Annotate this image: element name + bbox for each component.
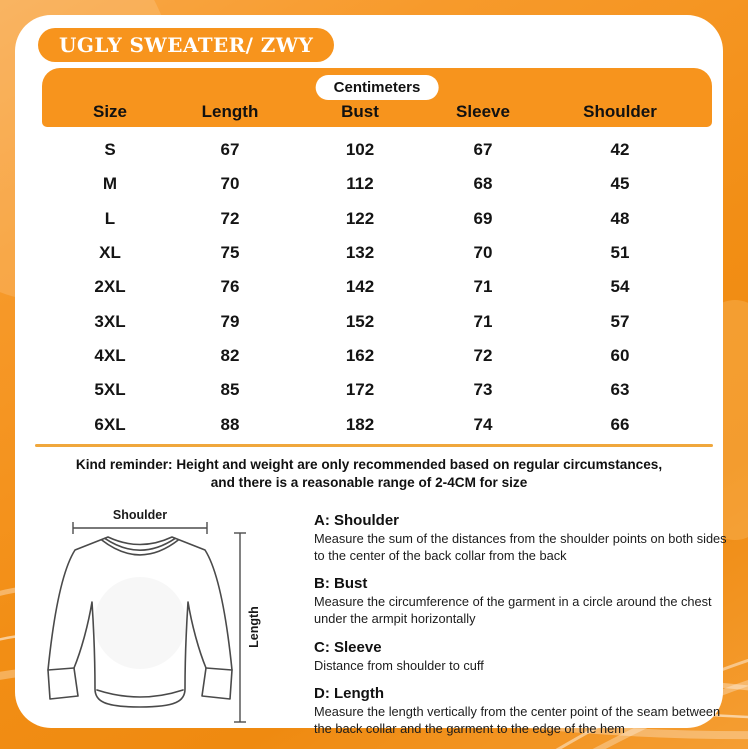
measurement-definitions	[314, 512, 729, 748]
size-table	[42, 68, 712, 442]
cell-bust: 152	[345, 311, 375, 331]
cell-length: 79	[220, 311, 240, 331]
length-dimension-line	[234, 533, 246, 722]
cell-length: 82	[220, 345, 240, 365]
cell-shoulder: 54	[610, 277, 630, 297]
cell-length: 72	[220, 208, 240, 228]
sweater-measurement-diagram	[30, 505, 310, 735]
cell-shoulder: 66	[610, 414, 630, 434]
cell-sleeve: 67	[473, 140, 493, 160]
table-row	[42, 270, 712, 304]
cell-bust: 102	[345, 140, 375, 160]
definition-term: B: Bust	[314, 575, 368, 593]
cell-size: 4XL	[94, 345, 126, 365]
table-row	[42, 373, 712, 407]
sweater-illustration	[30, 505, 310, 735]
column-header-bust: Bust	[341, 102, 379, 121]
cell-sleeve: 74	[473, 414, 493, 434]
cell-bust: 132	[345, 243, 375, 263]
cell-length: 75	[220, 243, 240, 263]
note-line-1: Kind reminder: Height and weight are only recommended based on regular circumstances,	[75, 457, 663, 472]
definition-term: D: Length	[314, 685, 384, 703]
cell-bust: 112	[346, 174, 374, 194]
cell-sleeve: 72	[473, 345, 493, 365]
cell-size: 3XL	[94, 311, 126, 331]
definition-term: C: Sleeve	[314, 638, 382, 656]
column-header-size: Size	[92, 102, 128, 121]
product-title: UGLY SWEATER/ ZWY	[59, 33, 314, 57]
unit-label: Centimeters	[333, 79, 421, 96]
definition-description: Measure the length vertically from the center point of the seam between the back collar and the garment to the edge of the hem	[314, 704, 721, 736]
table-row	[42, 202, 712, 236]
cell-size: 6XL	[94, 414, 126, 434]
cell-length: 88	[220, 414, 240, 434]
definition-description: Distance from shoulder to cuff	[314, 657, 484, 673]
table-row	[42, 236, 712, 270]
cell-size: M	[102, 174, 118, 194]
divider-line	[35, 444, 713, 447]
table-body	[42, 133, 712, 442]
cell-size: 2XL	[94, 277, 126, 297]
table-header	[42, 68, 712, 127]
definition-description: Measure the sum of the distances from the shoulder points on both sides to the center of the back collar from the back	[314, 531, 727, 563]
cell-bust: 172	[345, 380, 375, 400]
table-row	[42, 304, 712, 338]
cell-bust: 162	[345, 345, 375, 365]
cell-sleeve: 69	[473, 208, 493, 228]
table-row	[42, 133, 712, 167]
cell-size: XL	[99, 243, 121, 263]
cell-size: S	[104, 140, 116, 160]
product-title-badge	[38, 28, 334, 62]
cell-shoulder: 42	[610, 140, 630, 160]
table-row	[42, 167, 712, 201]
definition-shoulder	[314, 512, 729, 564]
definition-term: A: Shoulder	[314, 512, 399, 529]
note-line-2: and there is a reasonable range of 2-4CM for size	[210, 474, 528, 490]
sweater-outline	[48, 537, 232, 707]
cell-length: 70	[220, 174, 240, 194]
cell-shoulder: 45	[610, 174, 630, 194]
cell-shoulder: 57	[610, 311, 630, 331]
cell-bust: 122	[345, 208, 375, 228]
column-header-length: Length	[201, 102, 259, 121]
cell-bust: 142	[345, 277, 375, 297]
cell-length: 67	[220, 140, 240, 160]
cell-shoulder: 51	[610, 243, 630, 263]
cell-size: 5XL	[94, 380, 126, 400]
table-row	[42, 339, 712, 373]
column-header-row	[42, 102, 712, 122]
shoulder-dimension-line	[73, 522, 207, 534]
cell-sleeve: 70	[473, 243, 493, 263]
table-row	[42, 407, 712, 441]
shoulder-dimension-label: Shoulder	[112, 508, 168, 522]
cell-sleeve: 68	[473, 174, 493, 194]
cell-sleeve: 73	[473, 380, 493, 400]
definition-length	[314, 685, 729, 737]
kind-reminder-note	[15, 456, 723, 492]
cell-sleeve: 71	[473, 277, 493, 297]
cell-size: L	[104, 208, 116, 228]
cell-shoulder: 48	[610, 208, 630, 228]
length-dimension-label: Length	[247, 606, 261, 648]
definition-bust	[314, 575, 729, 627]
definition-description: Measure the circumference of the garment in a circle around the chest under the armpit horizontally	[314, 594, 712, 626]
column-header-sleeve: Sleeve	[456, 102, 510, 121]
cell-shoulder: 60	[610, 345, 630, 365]
cell-bust: 182	[345, 414, 375, 434]
cell-shoulder: 63	[610, 380, 630, 400]
cell-length: 76	[220, 277, 240, 297]
size-chart-card	[15, 15, 727, 736]
definition-sleeve	[314, 639, 729, 675]
cell-length: 85	[220, 380, 240, 400]
column-header-shoulder: Shoulder	[583, 102, 657, 121]
unit-badge	[316, 75, 439, 100]
cell-sleeve: 71	[473, 311, 493, 331]
